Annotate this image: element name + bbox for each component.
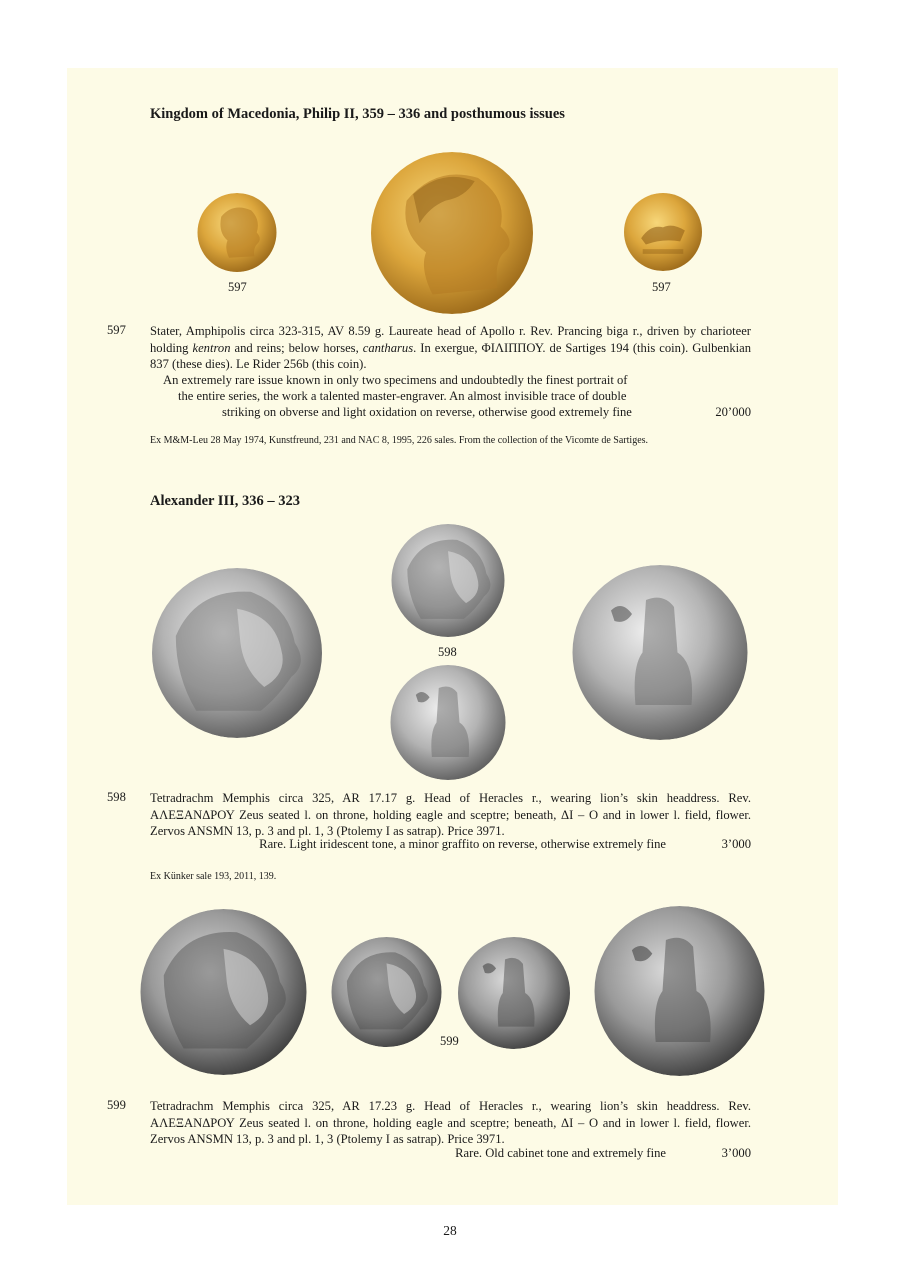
coin-597-reverse-small <box>621 193 705 271</box>
section-heading-philip: Kingdom of Macedonia, Philip II, 359 – 336 and posthumous issues <box>150 106 565 122</box>
page-number: 28 <box>443 1223 457 1238</box>
lot-599-comment: Rare. Old cabinet tone and extremely fine <box>455 1146 666 1160</box>
coin-599-obverse <box>330 937 443 1047</box>
lot-597-provenance: Ex M&M-Leu 28 May 1974, Kunstfreund, 231 and NAC 8, 1995, 226 sales. From the collection of the Vicomte de Sartiges. <box>150 435 649 446</box>
lot-598-comment: Rare. Light iridescent tone, a minor graffito on reverse, otherwise extremely fine <box>259 837 666 851</box>
lot-598-description: Tetradrachm Memphis circa 325, AR 17.17 g. Head of Heracles r., wearing lion’s skin headdress. Rev. ΑΛΕΞΑΝΔΡΟΥ Zeus seated l. on throne, holding eagle and sceptre; beneath, ΔΙ – Ο and in lower l. field, flower. Zervos ANSMN 13, p. 3 and pl. 1, 3 (Ptolemy I as satrap). Price 3971. <box>150 791 751 838</box>
lot-597-comment-line-3: striking on obverse and light oxidation on reverse, otherwise good extremely fine <box>222 405 632 419</box>
lot-599-price: 3’000 <box>721 1146 751 1160</box>
image-label-599: 599 <box>440 1034 459 1048</box>
lot-597-comment-line-1: An extremely rare issue known in only two specimens and undoubtedly the finest portrait of <box>163 373 628 387</box>
image-label-598: 598 <box>438 645 457 659</box>
lot-number-598: 598 <box>107 790 126 804</box>
coin-599-reverse-enlarged <box>594 906 765 1076</box>
coin-598-obverse <box>390 524 506 637</box>
lot-number-599: 599 <box>107 1098 126 1112</box>
image-label-597-right: 597 <box>652 280 671 294</box>
lot-number-597: 597 <box>107 323 126 337</box>
coin-597-obverse-enlarged <box>367 152 537 314</box>
section-heading-alexander: Alexander III, 336 – 323 <box>150 493 300 509</box>
image-label-597-left: 597 <box>228 280 247 294</box>
lot-597-description: Stater, Amphipolis circa 323-315, AV 8.59 g. Laureate head of Apollo r. Rev. Prancing biga r., driven by charioteer holding kentron and reins; below horses, cantharus. In exergue, ΦΙΛΙΠΠΟΥ. de Sartiges 194 (this coin). Gulbenkian 837 (these dies). Le Rider 256b (this coin). <box>150 324 751 371</box>
coin-599-obverse-enlarged <box>137 909 310 1075</box>
coin-598-reverse <box>389 665 507 780</box>
coin-598-obverse-enlarged <box>150 568 324 738</box>
coin-597-obverse-small <box>195 193 279 272</box>
lot-598-provenance: Ex Künker sale 193, 2011, 139. <box>150 871 277 882</box>
lot-597-comment-line-2: the entire series, the work a talented master-engraver. An almost invisible trace of double <box>178 389 627 403</box>
lot-597-price: 20’000 <box>715 405 751 419</box>
lot-599-description: Tetradrachm Memphis circa 325, AR 17.23 g. Head of Heracles r., wearing lion’s skin headdress. Rev. ΑΛΕΞΑΝΔΡΟΥ Zeus seated l. on throne, holding eagle and sceptre; beneath, ΔΙ – Ο and in lower l. field, flower. Zervos ANSMN 13, p. 3 and pl. 1, 3 (Ptolemy I as satrap). Price 3971. <box>150 1099 751 1146</box>
coin-599-reverse <box>456 937 572 1049</box>
lot-598-price: 3’000 <box>721 837 751 851</box>
coin-598-reverse-enlarged <box>570 565 750 740</box>
